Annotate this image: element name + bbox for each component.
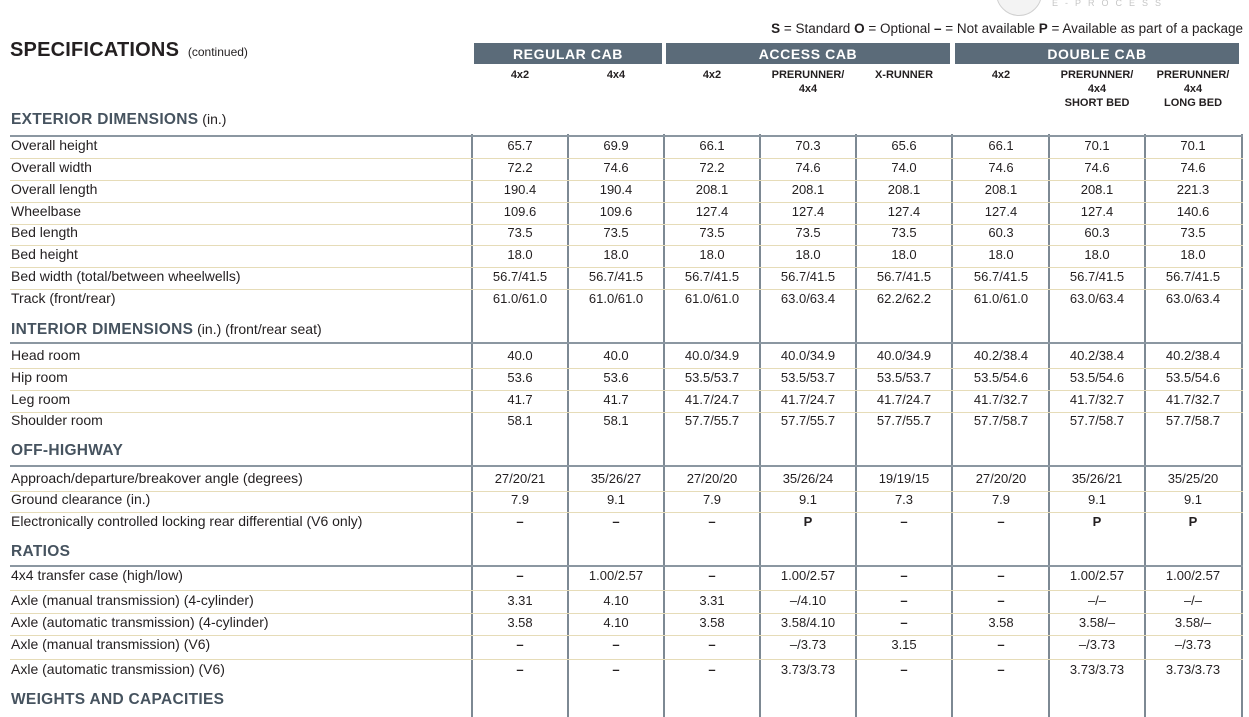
table-cell: –/3.73 xyxy=(1174,637,1212,652)
table-cell: – xyxy=(997,593,1005,608)
table-cell: – xyxy=(516,662,524,677)
table-cell: 56.7/41.5 xyxy=(1069,269,1125,284)
table-cell: 61.0/61.0 xyxy=(973,291,1029,306)
row-label: Overall height xyxy=(11,137,98,153)
table-cell: 73.5 xyxy=(603,225,629,240)
row-divider xyxy=(10,158,1243,159)
row-divider xyxy=(10,368,1243,369)
table-cell: 56.7/41.5 xyxy=(876,269,932,284)
section-rule xyxy=(10,465,1243,467)
table-cell: 18.0 xyxy=(1084,247,1110,262)
row-label: Ground clearance (in.) xyxy=(11,491,151,507)
table-cell: 41.7/24.7 xyxy=(876,392,932,407)
table-cell: 53.5/54.6 xyxy=(1165,370,1221,385)
table-cell: 3.15 xyxy=(891,637,917,652)
table-cell: 208.1 xyxy=(984,182,1018,197)
table-cell: 41.7/24.7 xyxy=(780,392,836,407)
table-cell: 74.6 xyxy=(988,160,1014,175)
row-divider xyxy=(10,202,1243,203)
table-cell: 27/20/21 xyxy=(494,471,546,486)
row-label: 4x4 transfer case (high/low) xyxy=(11,567,183,583)
row-divider xyxy=(10,180,1243,181)
table-cell: 1.00/2.57 xyxy=(1165,568,1221,583)
table-cell: 57.7/58.7 xyxy=(1165,413,1221,428)
page-title-sub: (continued) xyxy=(187,45,248,59)
table-cell: 57.7/58.7 xyxy=(973,413,1029,428)
table-cell: 1.00/2.57 xyxy=(588,568,644,583)
table-cell: 19/19/15 xyxy=(878,471,930,486)
row-label: Head room xyxy=(11,347,81,363)
table-cell: P xyxy=(1092,514,1102,529)
table-cell: –/3.73 xyxy=(1078,637,1116,652)
table-cell: 18.0 xyxy=(603,247,629,262)
table-cell: 3.31 xyxy=(699,593,725,608)
table-cell: 41.7 xyxy=(603,392,629,407)
row-label: Bed length xyxy=(11,224,78,240)
section-rule xyxy=(10,135,1243,137)
table-cell: 56.7/41.5 xyxy=(684,269,740,284)
table-cell: –/– xyxy=(1183,593,1203,608)
brand-seal-logo xyxy=(996,0,1042,16)
table-cell: 70.1 xyxy=(1180,138,1206,153)
table-cell: – xyxy=(708,514,716,529)
table-cell: – xyxy=(612,662,620,677)
table-cell: – xyxy=(516,514,524,529)
column-header: 4x2 xyxy=(510,69,530,81)
table-cell: 73.5 xyxy=(1180,225,1206,240)
table-cell: 27/20/20 xyxy=(686,471,738,486)
table-cell: 127.4 xyxy=(984,204,1018,219)
table-cell: 57.7/55.7 xyxy=(780,413,836,428)
table-cell: – xyxy=(516,568,524,583)
column-header: 4x2 xyxy=(991,69,1011,81)
section-title-text: INTERIOR DIMENSIONS xyxy=(11,321,194,338)
column-header: 4x2 xyxy=(702,69,722,81)
table-cell: 56.7/41.5 xyxy=(588,269,644,284)
table-cell: 70.3 xyxy=(795,138,821,153)
table-cell: 53.6 xyxy=(507,370,533,385)
table-cell: 61.0/61.0 xyxy=(588,291,644,306)
table-cell: 3.31 xyxy=(507,593,533,608)
table-cell: 35/26/24 xyxy=(782,471,834,486)
table-cell: – xyxy=(612,514,620,529)
table-cell: 18.0 xyxy=(699,247,725,262)
table-cell: 3.73/3.73 xyxy=(1165,662,1221,677)
table-cell: 35/26/21 xyxy=(1071,471,1123,486)
row-label: Overall length xyxy=(11,181,98,197)
table-cell: – xyxy=(900,568,908,583)
table-cell: 74.6 xyxy=(1180,160,1206,175)
row-label: Bed height xyxy=(11,246,78,262)
table-cell: 53.5/53.7 xyxy=(684,370,740,385)
table-cell: 65.7 xyxy=(507,138,533,153)
table-cell: 56.7/41.5 xyxy=(1165,269,1221,284)
table-cell: 41.7 xyxy=(507,392,533,407)
table-cell: 109.6 xyxy=(503,204,537,219)
table-cell: 3.58/– xyxy=(1078,615,1116,630)
table-cell: 74.6 xyxy=(1084,160,1110,175)
table-cell: 70.1 xyxy=(1084,138,1110,153)
legend-s-key: S xyxy=(771,21,781,36)
table-cell: – xyxy=(516,637,524,652)
table-cell: 18.0 xyxy=(988,247,1014,262)
section-title xyxy=(11,691,224,709)
table-cell: – xyxy=(900,593,908,608)
table-cell: 62.2/62.2 xyxy=(876,291,932,306)
table-cell: 27/20/20 xyxy=(975,471,1027,486)
section-unit: (in.) (front/rear seat) xyxy=(193,321,322,337)
table-cell: 74.0 xyxy=(891,160,917,175)
table-cell: 190.4 xyxy=(503,182,537,197)
table-cell: – xyxy=(997,637,1005,652)
table-cell: 57.7/58.7 xyxy=(1069,413,1125,428)
table-cell: 208.1 xyxy=(791,182,825,197)
table-cell: 73.5 xyxy=(507,225,533,240)
table-cell: 140.6 xyxy=(1176,204,1210,219)
table-cell: 73.5 xyxy=(795,225,821,240)
table-cell: 58.1 xyxy=(603,413,629,428)
table-cell: – xyxy=(900,615,908,630)
table-cell: 9.1 xyxy=(606,492,626,507)
table-cell: 4.10 xyxy=(603,593,629,608)
table-cell: 3.58/4.10 xyxy=(780,615,836,630)
table-cell: 40.0 xyxy=(603,348,629,363)
table-cell: – xyxy=(997,662,1005,677)
table-cell: 41.7/32.7 xyxy=(973,392,1029,407)
table-cell: 60.3 xyxy=(988,225,1014,240)
table-cell: 56.7/41.5 xyxy=(492,269,548,284)
legend-p-key: P xyxy=(1038,21,1048,36)
row-label: Bed width (total/between wheelwells) xyxy=(11,268,241,284)
column-header: PRERUNNER/ 4x4 LONG BED xyxy=(1156,69,1230,109)
row-label: Electronically controlled locking rear differential (V6 only) xyxy=(11,513,363,529)
table-cell: P xyxy=(803,514,813,529)
table-cell: 63.0/63.4 xyxy=(780,291,836,306)
group-header: ACCESS CAB xyxy=(666,43,950,64)
legend-s-text: = Standard xyxy=(780,21,855,36)
table-cell: 7.9 xyxy=(991,492,1011,507)
table-cell: –/3.73 xyxy=(789,637,827,652)
row-divider xyxy=(10,390,1243,391)
table-cell: 72.2 xyxy=(507,160,533,175)
table-cell: 208.1 xyxy=(1080,182,1114,197)
table-cell: 57.7/55.7 xyxy=(876,413,932,428)
table-cell: P xyxy=(1188,514,1198,529)
table-cell: 208.1 xyxy=(695,182,729,197)
section-title xyxy=(11,321,322,339)
table-cell: 3.58 xyxy=(699,615,725,630)
table-cell: 7.9 xyxy=(510,492,530,507)
table-cell: 18.0 xyxy=(795,247,821,262)
row-label: Wheelbase xyxy=(11,203,82,219)
group-header: DOUBLE CAB xyxy=(955,43,1239,64)
table-cell: 53.5/53.7 xyxy=(780,370,836,385)
table-cell: 7.3 xyxy=(894,492,914,507)
table-cell: 73.5 xyxy=(699,225,725,240)
table-cell: 74.6 xyxy=(795,160,821,175)
column-divider xyxy=(1241,134,1243,717)
row-label: Axle (automatic transmission) (4-cylinder) xyxy=(11,614,269,630)
table-cell: 41.7/24.7 xyxy=(684,392,740,407)
table-cell: – xyxy=(900,662,908,677)
table-cell: 127.4 xyxy=(887,204,921,219)
table-cell: 40.2/38.4 xyxy=(1069,348,1125,363)
table-cell: 18.0 xyxy=(1180,247,1206,262)
table-cell: 63.0/63.4 xyxy=(1165,291,1221,306)
table-cell: 9.1 xyxy=(1087,492,1107,507)
table-cell: 74.6 xyxy=(603,160,629,175)
table-cell: 66.1 xyxy=(988,138,1014,153)
table-cell: 190.4 xyxy=(599,182,633,197)
legend-na-text: = Not available xyxy=(941,21,1039,36)
row-label: Shoulder room xyxy=(11,412,103,428)
table-cell: 3.73/3.73 xyxy=(1069,662,1125,677)
table-cell: 60.3 xyxy=(1084,225,1110,240)
legend-p-text: = Available as part of a package xyxy=(1047,21,1243,36)
table-cell: 73.5 xyxy=(891,225,917,240)
column-header: PRERUNNER/ 4x4 SHORT BED xyxy=(1060,69,1134,109)
row-label: Hip room xyxy=(11,369,68,385)
section-title-text: EXTERIOR DIMENSIONS xyxy=(11,111,199,128)
legend xyxy=(771,21,1243,36)
table-cell: – xyxy=(708,637,716,652)
row-label: Track (front/rear) xyxy=(11,290,116,306)
table-cell: 9.1 xyxy=(1183,492,1203,507)
column-header: X-RUNNER xyxy=(874,69,934,81)
table-cell: –/– xyxy=(1087,593,1107,608)
legend-na-key: – xyxy=(934,21,942,36)
group-header: REGULAR CAB xyxy=(474,43,662,64)
table-cell: 18.0 xyxy=(507,247,533,262)
table-cell: –/4.10 xyxy=(789,593,827,608)
section-title-text: WEIGHTS AND CAPACITIES xyxy=(11,691,225,708)
table-cell: 40.2/38.4 xyxy=(973,348,1029,363)
table-cell: 41.7/32.7 xyxy=(1165,392,1221,407)
table-cell: – xyxy=(708,662,716,677)
table-cell: 40.0/34.9 xyxy=(684,348,740,363)
row-divider xyxy=(10,289,1243,290)
table-cell: 3.58 xyxy=(988,615,1014,630)
row-label: Axle (manual transmission) (4-cylinder) xyxy=(11,592,254,608)
row-label: Axle (manual transmission) (V6) xyxy=(11,636,211,652)
table-cell: 35/25/20 xyxy=(1167,471,1219,486)
section-rule xyxy=(10,342,1243,344)
column-header: PRERUNNER/ 4x4 xyxy=(771,69,845,95)
legend-o-key: O xyxy=(854,21,865,36)
table-cell: 58.1 xyxy=(507,413,533,428)
legend-o-text: = Optional xyxy=(864,21,935,36)
table-cell: 7.9 xyxy=(702,492,722,507)
table-cell: 4.10 xyxy=(603,615,629,630)
section-title-text: OFF-HIGHWAY xyxy=(11,442,124,459)
table-cell: 3.58/– xyxy=(1174,615,1212,630)
table-cell: 127.4 xyxy=(695,204,729,219)
row-divider xyxy=(10,659,1243,660)
table-cell: 127.4 xyxy=(1080,204,1114,219)
table-cell: – xyxy=(900,514,908,529)
row-label: Axle (automatic transmission) (V6) xyxy=(11,661,225,677)
table-cell: 61.0/61.0 xyxy=(684,291,740,306)
table-cell: 1.00/2.57 xyxy=(1069,568,1125,583)
table-cell: 72.2 xyxy=(699,160,725,175)
table-cell: 40.0 xyxy=(507,348,533,363)
table-cell: – xyxy=(612,637,620,652)
table-cell: 40.0/34.9 xyxy=(876,348,932,363)
section-rule xyxy=(10,565,1243,567)
table-cell: 9.1 xyxy=(798,492,818,507)
table-cell: 40.2/38.4 xyxy=(1165,348,1221,363)
table-cell: 40.0/34.9 xyxy=(780,348,836,363)
section-title xyxy=(11,442,123,460)
page-title-main: SPECIFICATIONS xyxy=(10,39,180,61)
table-cell: – xyxy=(708,568,716,583)
column-header: 4x4 xyxy=(606,69,626,81)
table-cell: 53.6 xyxy=(603,370,629,385)
table-cell: 127.4 xyxy=(791,204,825,219)
table-cell: 1.00/2.57 xyxy=(780,568,836,583)
section-title-text: RATIOS xyxy=(11,543,71,560)
section-title xyxy=(11,111,226,129)
table-cell: 3.73/3.73 xyxy=(780,662,836,677)
table-cell: 208.1 xyxy=(887,182,921,197)
table-cell: 3.58 xyxy=(507,615,533,630)
table-cell: 57.7/55.7 xyxy=(684,413,740,428)
section-unit: (in.) xyxy=(198,111,227,127)
table-cell: 63.0/63.4 xyxy=(1069,291,1125,306)
table-cell: 18.0 xyxy=(891,247,917,262)
row-divider xyxy=(10,590,1243,591)
section-title xyxy=(11,543,70,561)
table-cell: – xyxy=(997,568,1005,583)
table-cell: 66.1 xyxy=(699,138,725,153)
row-divider xyxy=(10,245,1243,246)
row-label: Leg room xyxy=(11,391,71,407)
table-cell: 109.6 xyxy=(599,204,633,219)
brand-seal-text: E-PROCESS xyxy=(1052,0,1169,8)
table-cell: 65.6 xyxy=(891,138,917,153)
table-cell: 61.0/61.0 xyxy=(492,291,548,306)
table-cell: 35/26/27 xyxy=(590,471,642,486)
table-cell: 56.7/41.5 xyxy=(973,269,1029,284)
row-label: Overall width xyxy=(11,159,92,175)
table-cell: 53.5/54.6 xyxy=(1069,370,1125,385)
table-cell: 41.7/32.7 xyxy=(1069,392,1125,407)
row-label: Approach/departure/breakover angle (degrees) xyxy=(11,470,303,486)
table-cell: 221.3 xyxy=(1176,182,1210,197)
table-cell: 53.5/53.7 xyxy=(876,370,932,385)
table-cell: 53.5/54.6 xyxy=(973,370,1029,385)
table-cell: 69.9 xyxy=(603,138,629,153)
page-title xyxy=(10,39,248,62)
table-cell: 56.7/41.5 xyxy=(780,269,836,284)
table-cell: – xyxy=(997,514,1005,529)
